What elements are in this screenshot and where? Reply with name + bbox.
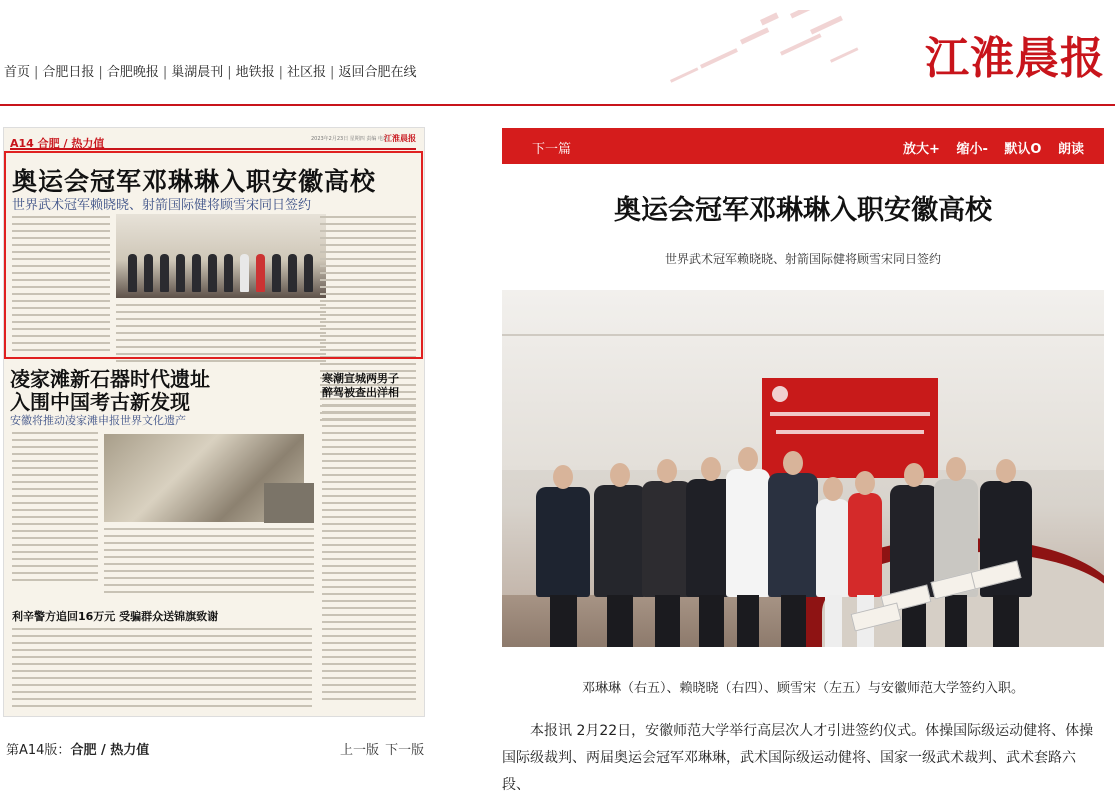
next-page-link[interactable]: 下一版 — [385, 743, 425, 758]
zoom-out-button[interactable]: 缩小- — [956, 142, 988, 157]
site-logo[interactable]: 江淮晨报 — [925, 33, 1105, 84]
selected-article-highlight[interactable] — [4, 151, 423, 359]
site-header — [0, 0, 1115, 104]
thumbnail-story3-title: 利辛警方追回16万元 受骗群众送锦旗致谢 — [12, 610, 219, 623]
nav-separator: | — [227, 65, 232, 80]
nav-separator: | — [98, 65, 103, 80]
thumbnail-page-header — [10, 132, 416, 150]
article-photo — [502, 290, 1104, 647]
reading-tools — [891, 138, 1084, 157]
zoom-in-button[interactable]: 放大+ — [903, 142, 940, 157]
photo-caption: 邓琳琳（右五）、赖晓晓（右四）、顾雪宋（左五）与安徽师范大学签约入职。 — [581, 681, 1024, 696]
nav-separator: | — [162, 65, 168, 80]
thumbnail-text-block — [104, 528, 314, 598]
nav-link-back-hefei-online[interactable]: 返回合肥在线 — [338, 65, 417, 80]
nav-link-hefei-daily[interactable]: 合肥日报 — [42, 65, 95, 80]
thumbnail-artifact-photo — [264, 483, 314, 523]
nav-link-community[interactable]: 社区报 — [287, 65, 327, 80]
thumbnail-story1-subtitle: 世界武术冠军赖晓晓、射箭国际健将顾雪宋同日签约 — [12, 198, 312, 213]
page-caption-prefix: 第A14版： — [6, 743, 71, 758]
thumbnail-text-block — [12, 432, 98, 586]
article-headline: 奥运会冠军邓琳琳入职安徽高校 — [614, 195, 992, 226]
prev-page-link[interactable]: 上一版 — [340, 743, 380, 758]
thumbnail-brand: 江淮晨报 — [384, 134, 416, 143]
header-divider — [0, 104, 1115, 106]
thumbnail-story1-title: 奥运会冠军邓琳琳入职安徽高校 — [12, 167, 377, 196]
thumbnail-meta: 2023年2月23日 星期四 责编 电话 — [310, 136, 388, 142]
next-article-link[interactable]: 下一篇 — [532, 142, 572, 157]
page-caption — [6, 739, 149, 758]
nav-link-home[interactable]: 首页 — [4, 65, 31, 80]
thumbnail-edition-label: A14 合肥 / 热力值 — [10, 137, 105, 150]
nav-link-hefei-evening[interactable]: 合肥晚报 — [106, 65, 159, 80]
page-navigation — [338, 739, 424, 758]
thumbnail-side-story-title: 寒潮宣城两男子 醉驾被查出洋相 — [322, 372, 399, 399]
nav-link-chaohu-morning[interactable]: 巢湖晨刊 — [171, 65, 224, 80]
article-subheadline: 世界武术冠军赖晓晓、射箭国际健将顾雪宋同日签约 — [664, 252, 941, 266]
nav-separator: | — [34, 65, 39, 80]
article-body: 本报讯 2月22日，安徽师范大学举行高层次人才引进签约仪式。体操国际级运动健将、体操国际级裁判、两届奥运会冠军邓琳琳，武术国际级运动健将、国家一级武术裁判、武术套路六段、 — [502, 723, 1094, 793]
page-caption-section: 合肥 / 热力值 — [70, 743, 150, 758]
thumbnail-story2-subtitle: 安徽将推动凌家滩申报世界文化遗产 — [10, 414, 186, 427]
logo-decoration-graphic — [640, 10, 870, 90]
nav-link-metro[interactable]: 地铁报 — [235, 65, 275, 80]
nav-separator: | — [278, 65, 284, 80]
thumbnail-text-block — [322, 404, 416, 705]
read-aloud-button[interactable]: 朗读 — [1057, 142, 1084, 157]
article-toolbar — [502, 128, 1104, 164]
thumbnail-text-block — [12, 628, 312, 712]
default-size-button[interactable]: 默认O — [1004, 142, 1042, 157]
thumbnail-story2-title: 凌家滩新石器时代遗址 入围中国考古新发现 — [10, 367, 210, 414]
nav-separator: | — [330, 65, 335, 80]
top-nav — [4, 61, 416, 80]
